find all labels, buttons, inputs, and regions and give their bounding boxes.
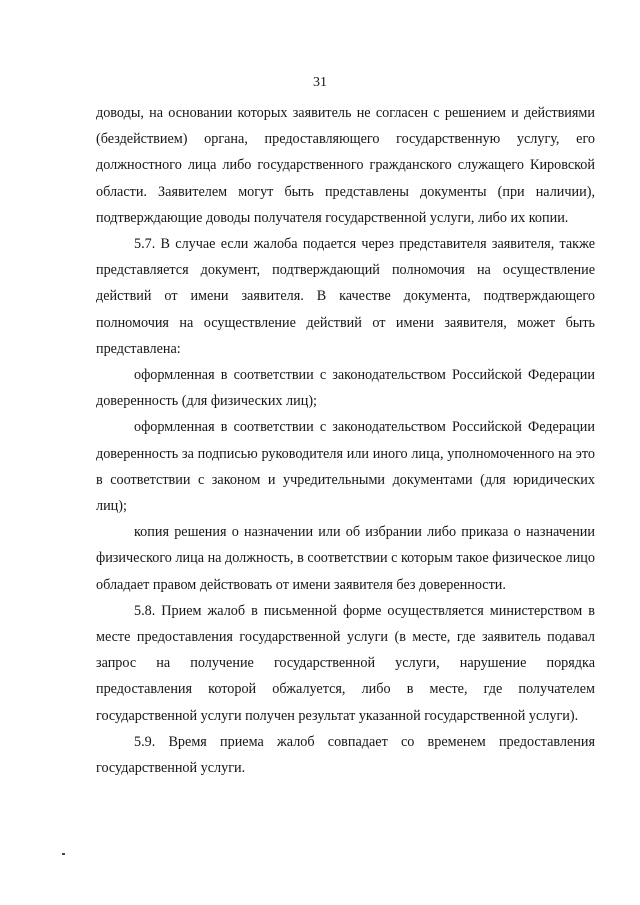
paragraph-individuals-power-of-attorney: оформленная в соответствии с законодательством Российской Федерации доверенность (для физических лиц); <box>96 367 595 410</box>
document-body <box>96 100 595 781</box>
paragraph-5-8: 5.8. Прием жалоб в письменной форме осуществляется министерством в месте предоставления государственной услуги (в месте, где заявитель подавал запрос на получение государственной услуги, нарушение порядка предоставления которой обжалуется, либо в месте, где получателем государственной услуги получен результат указанной государственной услуги). <box>96 602 595 724</box>
scan-mark <box>62 853 65 855</box>
page-number: 31 <box>313 75 327 90</box>
paragraph-continuation: доводы, на основании которых заявитель не согласен с решением и действиями (бездействием) органа, предоставляющего государственную услугу, его должностного лица либо государственного гражданского служащего Кировской области. Заявителем могут быть представлены документы (при наличии), подтверждающие доводы получателя государственной услуги, либо их копии. <box>96 105 595 226</box>
paragraph-5-7: 5.7. В случае если жалоба подается через представителя заявителя, также представляется документ, подтверждающий полномочия на осуществление действий от имени заявителя. В качестве документа, подтверждающего полномочия на осуществление действий от имени заявителя, может быть представлена: <box>96 236 595 357</box>
paragraph-appointment-decision-copy: копия решения о назначении или об избрании либо приказа о назначении физического лица на должность, в соответствии с которым такое физическое лицо обладает правом действовать от имени заявителя без доверенности. <box>96 524 595 593</box>
paragraph-5-9: 5.9. Время приема жалоб совпадает со временем предоставления государственной услуги. <box>96 733 595 777</box>
paragraph-legal-entities-power-of-attorney: оформленная в соответствии с законодательством Российской Федерации доверенность за подписью руководителя или иного лица, уполномоченного на это в соответствии с законом и учредительными документами (для юридических лиц); <box>96 419 595 515</box>
